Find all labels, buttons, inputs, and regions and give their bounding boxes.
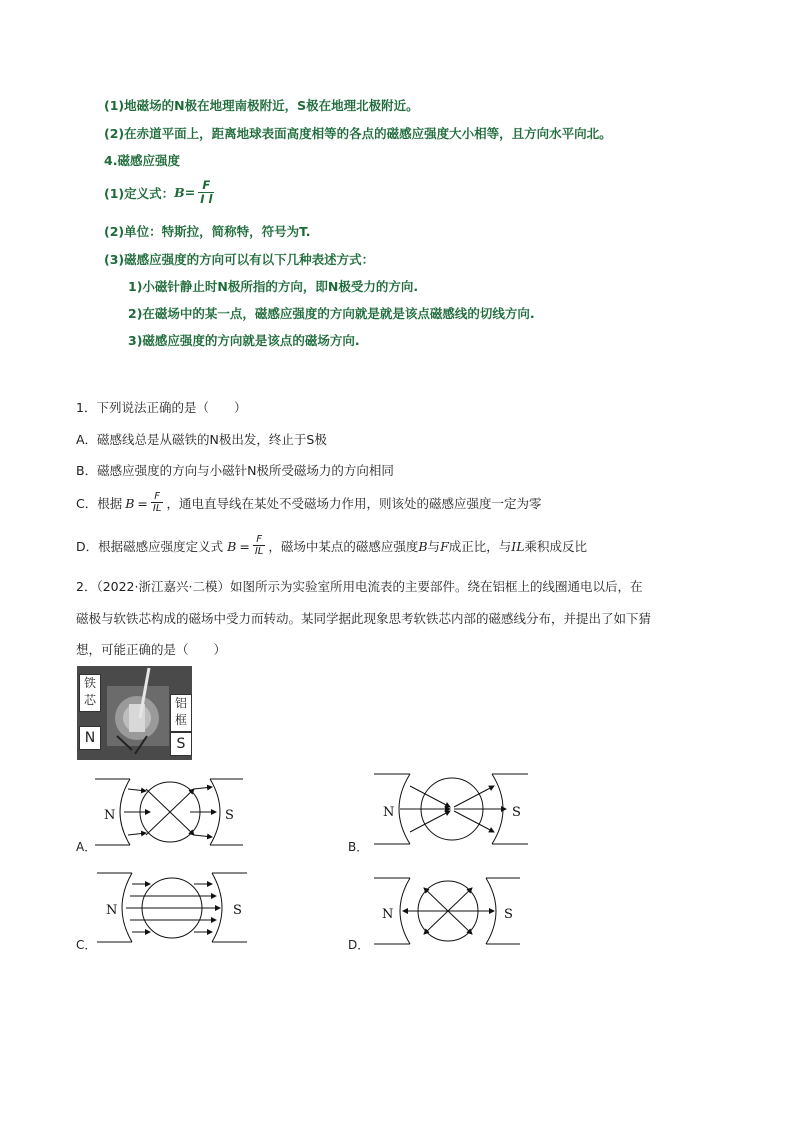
- diagram-d: [374, 878, 520, 944]
- diagram-d-label: D．: [348, 938, 370, 952]
- q1-option-a: A．磁感线总是从磁铁的N极出发，终止于S极: [76, 432, 327, 447]
- knowledge-line-2: (2)在赤道平面上，距离地球表面高度相等的各点的磁感应强度大小相等，且方向水平向北。: [104, 126, 612, 141]
- diagram-b-n: N: [383, 805, 395, 820]
- definition-B: B: [174, 185, 185, 200]
- unit-line: (2)单位：特斯拉，简称特，符号为T.: [104, 224, 311, 239]
- q1-d-prefix: D．根据磁感应强度定义式: [76, 539, 224, 554]
- q1-c-numerator: F: [154, 491, 161, 502]
- definition-denominator: I l: [200, 191, 213, 206]
- q2-line-3: 想，可能正确的是（ ）: [76, 642, 227, 657]
- q1-d-IL: IL: [511, 538, 525, 554]
- section-heading-4: 4.磁感应强度: [104, 153, 180, 168]
- q1-d-mid2: 与: [427, 539, 441, 554]
- q1-c-prefix: C．根据: [76, 496, 123, 511]
- q1-d-mid3: 成正比，与: [448, 539, 512, 554]
- photo-label-core-text: 铁芯: [83, 676, 96, 707]
- q1-c-denominator: IL: [152, 503, 162, 514]
- diagram-a-s: S: [225, 808, 234, 823]
- diagram-c-s: S: [233, 903, 242, 918]
- q1-stem: 1．下列说法正确的是（ ）: [76, 400, 247, 415]
- photo-label-core: [79, 674, 101, 712]
- photo-label-s: S: [170, 732, 192, 756]
- q1-d-B: B: [227, 538, 237, 554]
- definition-formula: [104, 180, 217, 205]
- diagram-b: [374, 774, 528, 844]
- q2-line-2: 磁极与软铁芯构成的磁场中受力而转动。某同学据此现象思考软铁芯内部的磁感线分布，并提出了如下猜: [76, 611, 652, 626]
- definition-numerator: F: [202, 178, 211, 192]
- ammeter-photo: [77, 666, 192, 760]
- diagram-a-label: A．: [76, 840, 97, 854]
- direction-intro: (3)磁感应强度的方向可以有以下几种表述方式：: [104, 252, 375, 267]
- q1-c-equals: =: [137, 495, 148, 511]
- diagram-c-n: N: [106, 903, 118, 918]
- q1-c-B: B: [125, 495, 135, 511]
- q1-d-B2: B: [418, 538, 428, 554]
- q1-d-numerator: F: [256, 534, 262, 545]
- diagram-d-n: N: [382, 907, 394, 922]
- diagram-c: [97, 873, 247, 942]
- q1-d-denominator: IL: [254, 546, 264, 557]
- direction-item-1: 1)小磁针静止时N极所指的方向，即N极受力的方向.: [128, 279, 419, 294]
- definition-fraction: [198, 180, 214, 205]
- diagram-a: [95, 779, 243, 845]
- direction-item-3: 3)磁感应强度的方向就是该点的磁场方向.: [128, 333, 360, 348]
- photo-label-n: N: [79, 726, 101, 750]
- diagram-d-s: S: [504, 907, 513, 922]
- definition-equals: =: [184, 185, 196, 200]
- photo-label-frame-text: 铝框: [174, 696, 187, 727]
- q2-line-1: 2．（2022·浙江嘉兴·二模）如图所示为实验室所用电流表的主要部件。绕在铝框上的线圈通电以后，在: [76, 579, 643, 594]
- q1-option-c: [76, 492, 541, 514]
- knowledge-line-1: (1)地磁场的N极在地理南极附近，S极在地理北极附近。: [104, 98, 419, 113]
- q1-d-equals: =: [239, 538, 250, 554]
- q1-c-fraction: [151, 492, 164, 514]
- diagram-b-label: B．: [348, 840, 369, 854]
- photo-label-frame: [170, 694, 192, 732]
- definition-label: (1)定义式：: [104, 185, 175, 201]
- direction-item-2: 2)在磁场中的某一点，磁感应强度的方向就是就是该点磁感线的切线方向.: [128, 306, 535, 321]
- q1-d-end: 乘积成反比: [524, 539, 588, 554]
- diagram-b-s: S: [512, 805, 521, 820]
- diagram-a-n: N: [104, 808, 116, 823]
- q1-option-d: [76, 535, 587, 557]
- q1-c-suffix: ，通电直导线在某处不受磁场力作用，则该处的磁感应强度一定为零: [166, 496, 542, 511]
- q1-d-mid: ，磁场中某点的磁感应强度: [268, 539, 419, 554]
- q1-d-F: F: [440, 538, 449, 554]
- q1-d-fraction: [253, 535, 266, 557]
- diagram-c-label: C．: [76, 938, 97, 952]
- q1-option-b: B．磁感应强度的方向与小磁针N极所受磁场力的方向相同: [76, 463, 394, 478]
